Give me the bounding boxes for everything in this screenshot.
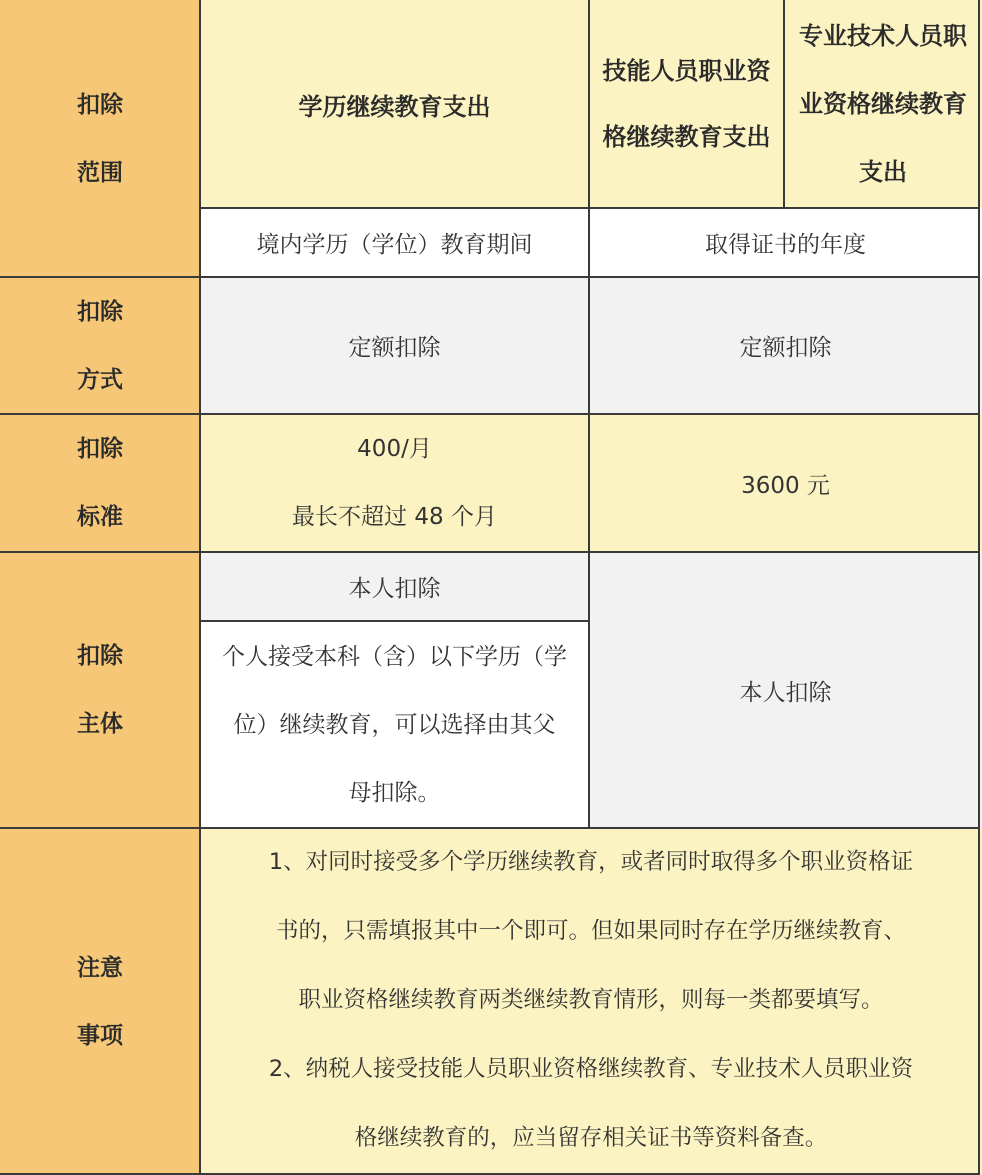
method-cert (589, 277, 982, 414)
grid-line-v-header (783, 0, 785, 208)
grid-line-h-subject (0, 827, 980, 829)
header-skill-expense-line2: 格继续教育支出 (602, 123, 771, 151)
row-label-scope (0, 0, 200, 277)
scope-cert-year (589, 208, 982, 277)
notes-line-4: 2、纳税人接受技能人员职业资格继续教育、专业技术人员职业资 (268, 1056, 914, 1082)
subject-edu-parents-line2: 位）继续教育，可以选择由其父 (233, 711, 556, 738)
header-professional-expense-line2: 业资格继续教育 (799, 90, 967, 118)
notes-line-5: 格继续教育的，应当留存相关证书等资料备查。 (354, 1125, 828, 1151)
subject-edu-self-text: 本人扣除 (348, 576, 441, 602)
header-professional-expense-line3: 支出 (859, 158, 907, 186)
header-professional-expense-line1: 专业技术人员职 (799, 22, 967, 50)
header-edu-expense-text: 学历继续教育支出 (298, 92, 491, 121)
row-label-scope-line1: 扣除 (77, 91, 123, 118)
scope-edu-period-text: 境内学历（学位）教育期间 (256, 232, 533, 258)
standard-edu-line1: 400/月 (357, 436, 432, 462)
header-edu-expense (200, 0, 589, 208)
subject-cert (589, 552, 982, 828)
grid-line-h-standard (0, 551, 980, 553)
row-label-notes-line1: 注意 (77, 954, 123, 981)
scope-cert-year-text: 取得证书的年度 (705, 232, 866, 258)
notes-line-3: 职业资格继续教育两类继续教育情形，则每一类都要填写。 (298, 987, 884, 1013)
row-label-standard (0, 414, 200, 552)
grid-line-h-scope (0, 276, 980, 278)
row-label-method (0, 277, 200, 414)
notes-line-1: 1、对同时接受多个学历继续教育，或者同时取得多个职业资格证 (268, 849, 914, 875)
standard-edu-line2: 最长不超过 48 个月 (292, 504, 497, 530)
header-skill-expense-line1: 技能人员职业资 (602, 57, 771, 85)
header-skill-expense (589, 0, 784, 208)
subject-edu-parents-line1: 个人接受本科（含）以下学历（学 (222, 643, 567, 670)
row-label-notes (0, 828, 200, 1175)
standard-cert (589, 414, 982, 552)
row-label-method-line1: 扣除 (77, 298, 123, 325)
subject-edu-parents-line3: 母扣除。 (348, 779, 441, 806)
row-label-scope-line2: 范围 (77, 159, 123, 186)
row-label-subject (0, 552, 200, 828)
row-label-standard-line2: 标准 (77, 504, 123, 530)
method-edu-text: 定额扣除 (348, 335, 441, 361)
notes-line-2: 书的，只需填报其中一个即可。但如果同时存在学历继续教育、 (275, 918, 906, 944)
standard-edu (200, 414, 589, 552)
grid-line-v-right (978, 0, 980, 1175)
scope-edu-period (200, 208, 589, 277)
row-label-subject-line2: 主体 (77, 711, 123, 737)
grid-line-h-subject-inner (200, 620, 589, 622)
subject-cert-text: 本人扣除 (739, 679, 832, 706)
row-label-notes-line2: 事项 (77, 1022, 123, 1049)
notes-content (200, 828, 982, 1175)
grid-line-v-label (199, 0, 201, 1175)
subject-edu-parents (200, 621, 589, 828)
standard-cert-text: 3600 元 (741, 472, 830, 499)
method-edu (200, 277, 589, 414)
grid-line-h-method (0, 413, 980, 415)
row-label-subject-line1: 扣除 (77, 643, 123, 669)
grid-line-h-header (200, 207, 980, 209)
subject-edu-self (200, 552, 589, 621)
row-label-method-line2: 方式 (77, 366, 123, 393)
method-cert-text: 定额扣除 (739, 335, 832, 361)
header-professional-expense (784, 0, 982, 208)
row-label-standard-line1: 扣除 (77, 436, 123, 462)
